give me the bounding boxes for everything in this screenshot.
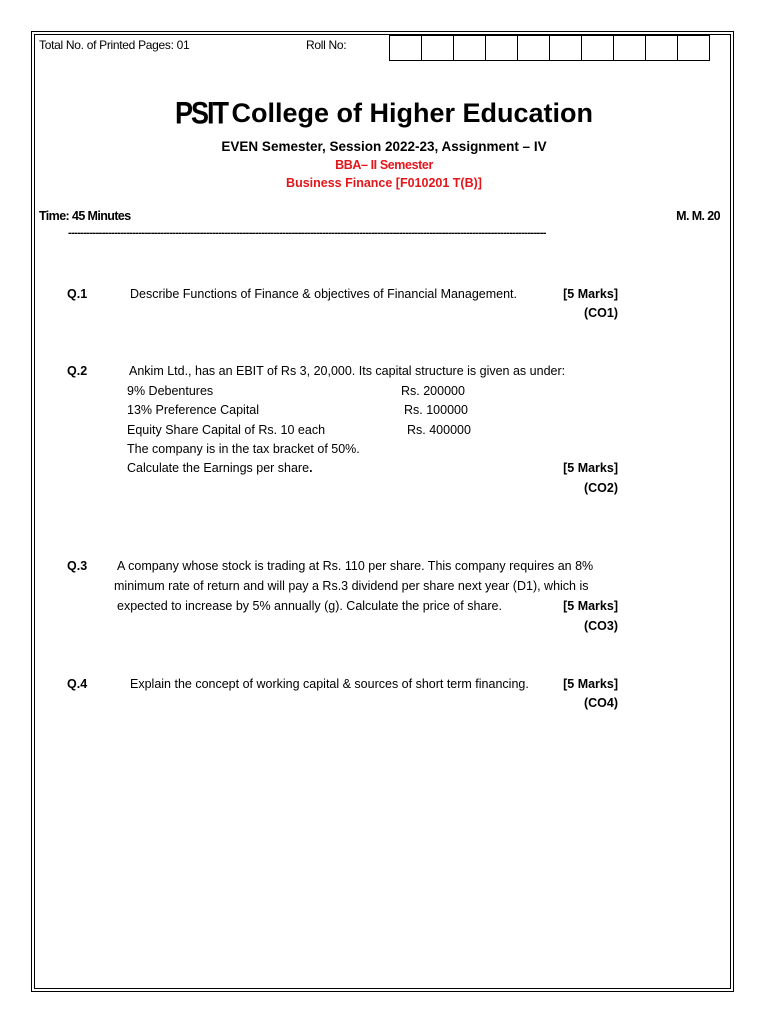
roll-no-cell[interactable] [581, 35, 614, 61]
max-marks-label: M. M. 20 [676, 209, 720, 223]
question-3-line-1: A company whose stock is trading at Rs. 110 per share. This company requires an 8% [117, 559, 594, 573]
question-1-text: Describe Functions of Finance & objectives of Financial Management. [130, 287, 517, 301]
question-2-ask-text: Calculate the Earnings per share [127, 461, 310, 475]
question-2-intro: Ankim Ltd., has an EBIT of Rs 3, 20,000. Its capital structure is given as under: [129, 364, 566, 378]
separator-line: ------------------------------------------------------------------------------------------------------------------------------------------------------------ [68, 228, 546, 238]
question-2-ask-end: . [309, 461, 313, 475]
question-2-ask [127, 461, 313, 475]
roll-no-cell[interactable] [613, 35, 646, 61]
roll-no-cell[interactable] [517, 35, 550, 61]
question-4-co: (CO4) [583, 696, 618, 710]
roll-no-cell[interactable] [421, 35, 454, 61]
capital-item-value: Rs. 100000 [404, 403, 468, 417]
session-line: EVEN Semester, Session 2022-23, Assignment – IV [221, 139, 547, 154]
roll-no-cell[interactable] [389, 35, 422, 61]
question-3-marks: [5 Marks] [563, 599, 618, 613]
subject-line: Business Finance [F010201 T(B)] [286, 176, 482, 190]
psit-logo-text: PSIT [175, 95, 228, 131]
total-pages-label: Total No. of Printed Pages: 01 [39, 38, 190, 52]
roll-no-cell[interactable] [645, 35, 678, 61]
roll-no-cell[interactable] [485, 35, 518, 61]
capital-item-value: Rs. 200000 [401, 384, 465, 398]
question-2-marks: [5 Marks] [563, 461, 618, 475]
question-number-1: Q.1 [67, 287, 88, 301]
question-2-co: (CO2) [583, 481, 618, 495]
program-line: BBA– II Semester [335, 158, 433, 172]
question-1-marks: [5 Marks] [563, 287, 618, 301]
capital-item-label: Equity Share Capital of Rs. 10 each [127, 423, 326, 437]
question-3-co: (CO3) [583, 619, 618, 633]
question-number-4: Q.4 [67, 677, 88, 691]
capital-item-label: 13% Preference Capital [127, 403, 260, 417]
roll-no-cell[interactable] [549, 35, 582, 61]
roll-no-cell[interactable] [677, 35, 710, 61]
question-1-co: (CO1) [583, 306, 618, 320]
page-title [0, 95, 768, 131]
time-label: Time: 45 Minutes [39, 209, 131, 223]
capital-item-value: Rs. 400000 [407, 423, 471, 437]
question-number-3: Q.3 [67, 559, 88, 573]
question-4-marks: [5 Marks] [563, 677, 618, 691]
question-4-text: Explain the concept of working capital & sources of short term financing. [130, 677, 529, 691]
tax-bracket-line: The company is in the tax bracket of 50%. [127, 442, 360, 456]
question-3-line-3: expected to increase by 5% annually (g). Calculate the price of share. [117, 599, 502, 613]
question-3-line-2: minimum rate of return and will pay a Rs.3 dividend per share next year (D1), which is [114, 579, 589, 593]
college-name: College of Higher Education [231, 98, 593, 128]
roll-no-label: Roll No: [306, 38, 347, 52]
roll-no-boxes[interactable] [390, 35, 710, 61]
capital-item-label: 9% Debentures [127, 384, 214, 398]
question-number-2: Q.2 [67, 364, 88, 378]
roll-no-cell[interactable] [453, 35, 486, 61]
